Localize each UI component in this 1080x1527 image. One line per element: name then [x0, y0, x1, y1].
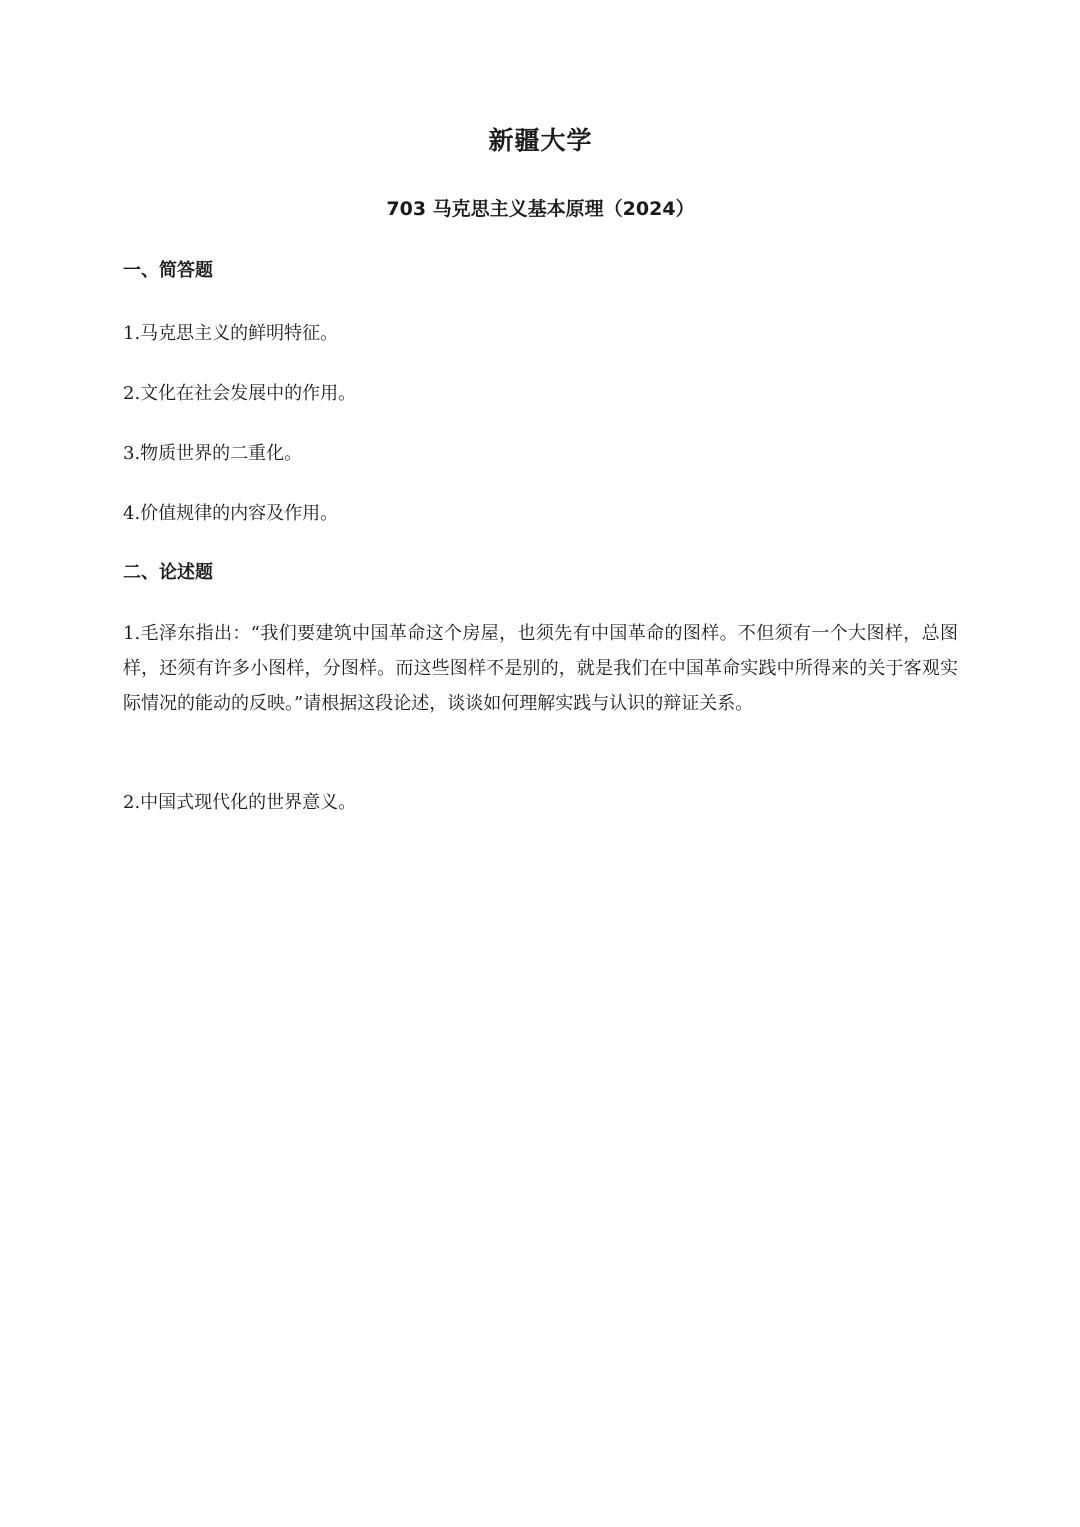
question-item: 4.价值规律的内容及作用。: [123, 503, 339, 524]
document-title: 新疆大学: [488, 126, 593, 155]
section-heading-essay: 二、论述题: [123, 562, 213, 583]
question-item: 3.物质世界的二重化。: [123, 443, 303, 464]
document-subtitle: 703 马克思主义基本原理（2024）: [386, 198, 695, 220]
question-item: 1.马克思主义的鲜明特征。: [123, 323, 339, 344]
question-item: 2.文化在社会发展中的作用。: [123, 383, 357, 404]
question-item: 1.毛泽东指出：“我们要建筑中国革命这个房屋，也须先有中国革命的图样。不但须有一个大图样，总图样，还须有许多小图样，分图样。而这些图样不是别的，就是我们在中国革命实践中所得来的关于客观实际情况的能动的反映。”请根据这段论述，谈谈如何理解实践与认识的辩证关系。: [123, 623, 958, 714]
section-heading-short-answer: 一、简答题: [123, 260, 213, 281]
question-item: 2.中国式现代化的世界意义。: [123, 792, 357, 813]
